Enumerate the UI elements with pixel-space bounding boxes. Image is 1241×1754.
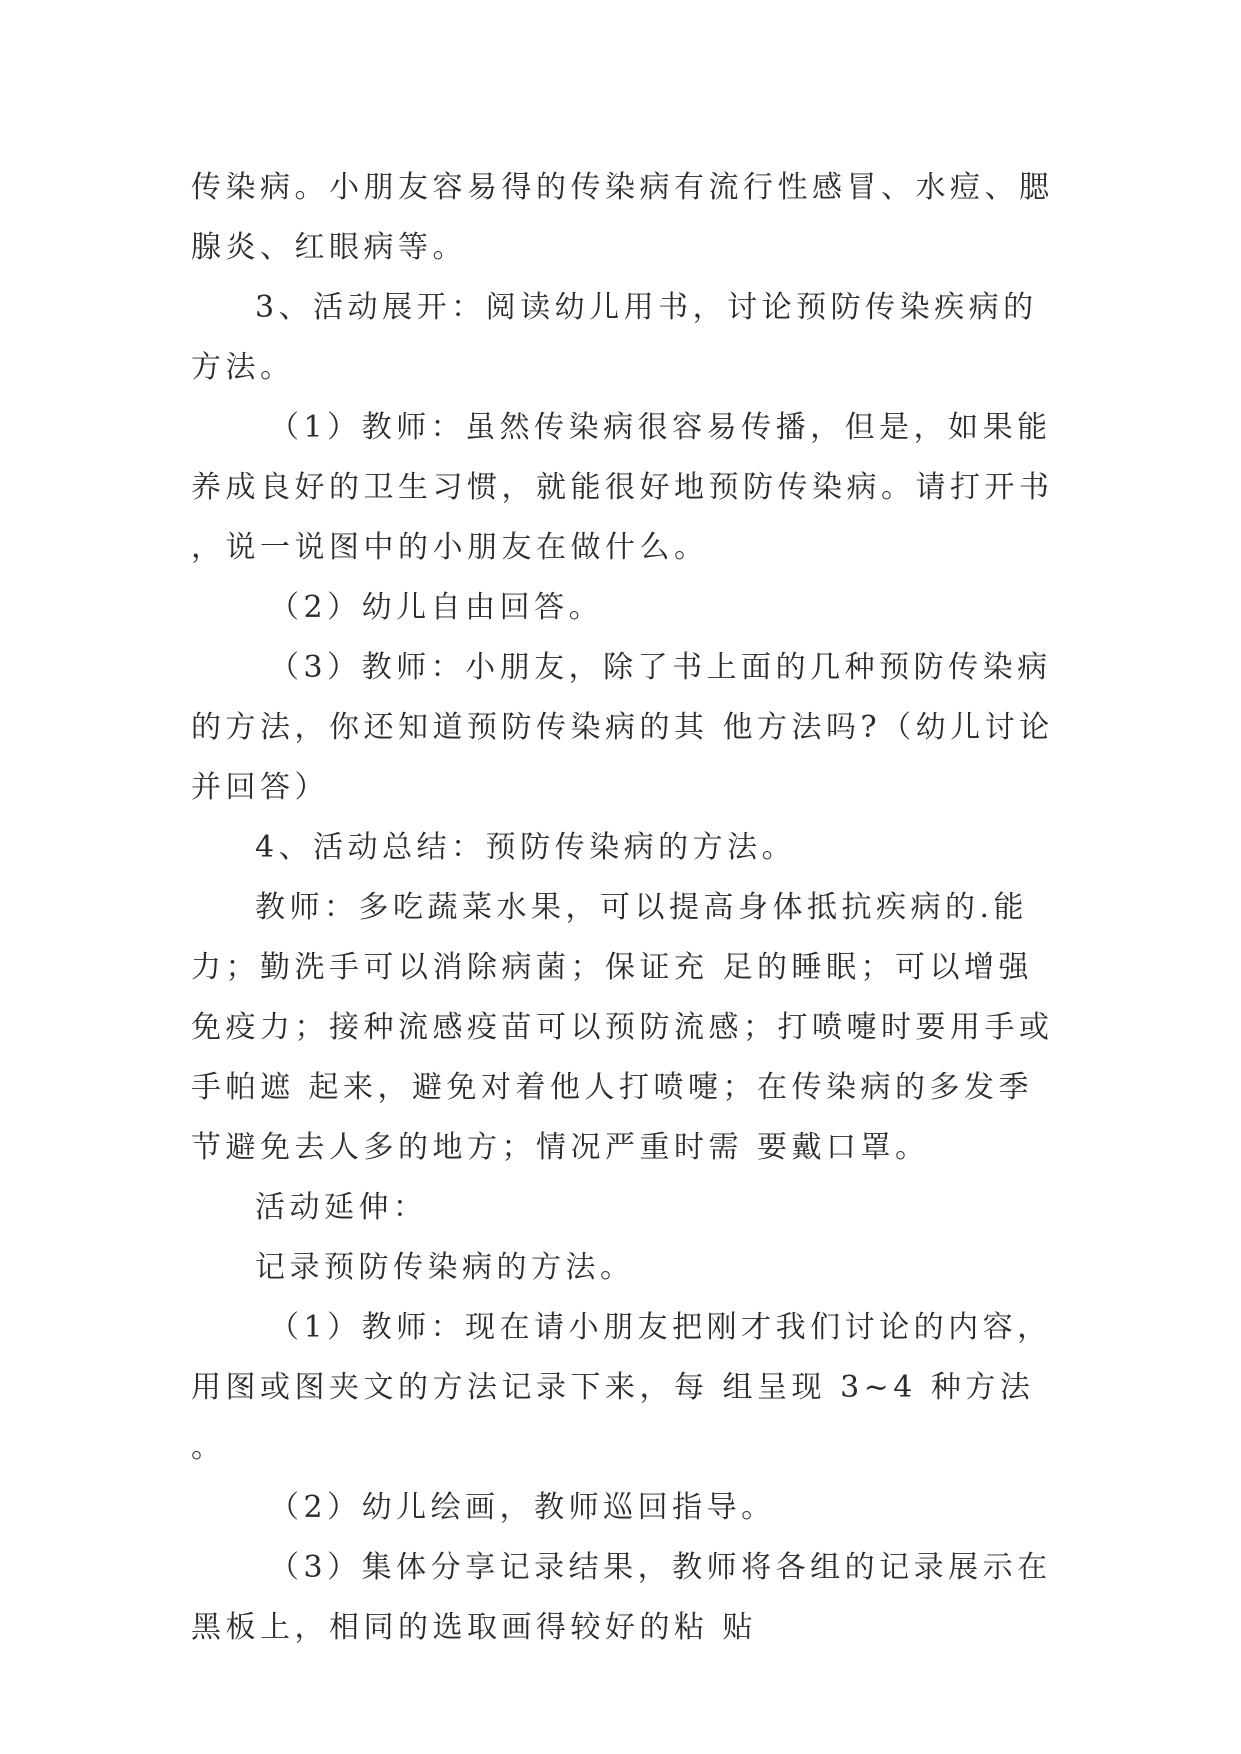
paragraph-extension-item-1: （1）教师：现在请小朋友把刚才我们讨论的内容，用图或图夹文的方法记录下来，每 组呈现 3~4 种方法。 — [191, 1310, 1052, 1465]
paragraph-step-3-item-2: （2）幼儿自由回答。 — [269, 590, 604, 625]
paragraph-step-3-item-1: （1）教师：虽然传染病很容易传播，但是，如果能养成良好的卫生习惯，就能很好地预防传染病。请打开书，说一说图中的小朋友在做什么。 — [191, 410, 1054, 565]
paragraph-extension-item-3: （3）集体分享记录结果，教师将各组的记录展示在黑板上，相同的选取画得较好的粘 贴 — [191, 1550, 1052, 1645]
paragraph-continuation: 传染病。小朋友容易得的传染病有流行性感冒、水痘、腮腺炎、红眼病等。 — [191, 170, 1054, 265]
paragraph-step-3-item-3: （3）教师：小朋友，除了书上面的几种预防传染病的方法，你还知道预防传染病的其 他方法吗?（幼儿讨论并回答） — [191, 650, 1054, 805]
paragraph-step-4: 4、活动总结：预防传染病的方法。 — [255, 830, 797, 865]
paragraph-teacher-summary: 教师：多吃蔬菜水果，可以提高身体抵抗疾病的.能力；勤洗手可以消除病菌；保证充 足的睡眠；可以增强免疫力；接种流感疫苗可以预防流感；打喷嚏时要用手或手帕遮 起来，避免对着他人打喷嚏；在传染病的多发季节避免去人多的地方；情况严重时需 要戴口罩。 — [191, 890, 1054, 1165]
paragraph-step-3: 3、活动展开：阅读幼儿用书，讨论预防传染疾病的方法。 — [191, 290, 1038, 385]
paragraph-extension-intro: 记录预防传染病的方法。 — [255, 1250, 635, 1285]
document-body — [191, 158, 1061, 1658]
paragraph-extension-item-2: （2）幼儿绘画，教师巡回指导。 — [269, 1490, 776, 1525]
paragraph-extension-heading: 活动延伸： — [255, 1190, 428, 1225]
